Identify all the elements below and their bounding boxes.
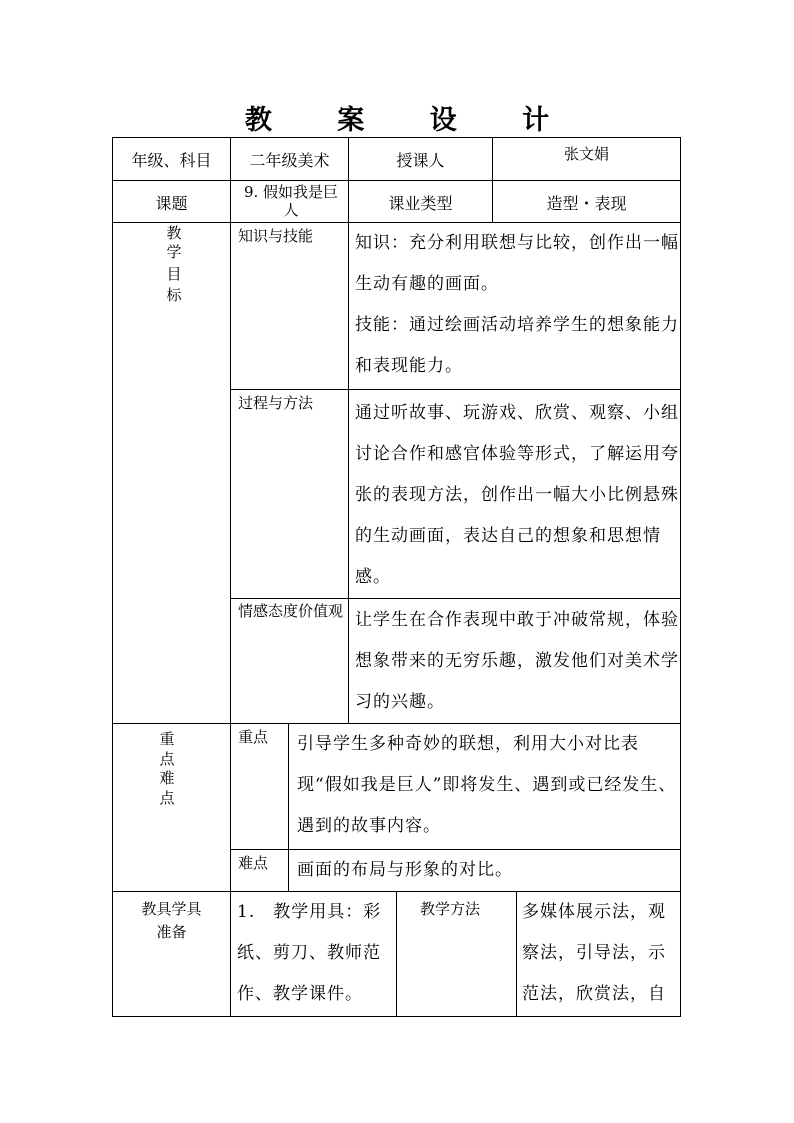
emotion-text: 让学生在合作表现中敢于冲破常规，体验想象带来的无穷乐趣，激发他们对美术学习的兴趣。 (355, 610, 679, 712)
objectives-label-char: 教 (166, 224, 182, 242)
lesson-type-value: 造型・表现 (546, 194, 627, 213)
process-method-label: 过程与方法 (238, 394, 314, 412)
knowledge-text: 知识：充分利用联想与比较，创作出一幅生动有趣的画面。 (355, 233, 679, 294)
teaching-tools-text: 1. 教学用具：彩纸、剪刀、教师范作、教学课件。 (237, 902, 382, 1004)
keypoints-label-char: 点 (159, 750, 175, 768)
grade-subject-value: 二年级美术 (249, 151, 330, 170)
teaching-method-label: 教学方法 (420, 900, 481, 918)
page-title: 教 案 设 计 (244, 105, 578, 136)
difficult-point-label: 难点 (238, 854, 269, 872)
objectives-label-char: 标 (166, 286, 182, 304)
teacher-label: 授课人 (396, 151, 445, 170)
skill-text: 技能：通过绘画活动培养学生的想象能力和表现能力。 (355, 315, 679, 376)
knowledge-skills-label: 知识与技能 (238, 227, 314, 245)
key-point-text: 引导学生多种奇妙的联想，利用大小对比表现“假如我是巨人”即将发生、遇到或已经发生、遇到的故事内容。 (297, 734, 677, 836)
objectives-label-char: 学 (166, 243, 182, 261)
teacher-value: 张文娟 (563, 145, 609, 163)
difficult-point-text: 画面的布局与形象的对比。 (297, 860, 513, 880)
emotion-values-label: 情感态度价值观 (238, 602, 344, 620)
tools-prep-label-line: 准备 (156, 923, 187, 941)
lesson-type-label: 课业类型 (388, 194, 453, 213)
topic-value: 9. 假如我是巨人 (243, 183, 339, 219)
objectives-label-char: 目 (166, 265, 182, 283)
grade-subject-label: 年级、科目 (131, 151, 212, 170)
process-text: 通过听故事、玩游戏、欣赏、观察、小组讨论合作和感官体验等形式，了解运用夸张的表现方法，创作出一幅大小比例悬殊的生动画面，表达自己的想象和思想情感。 (355, 403, 679, 587)
keypoints-label-char: 点 (159, 789, 175, 807)
tools-prep-label-line: 教具学具 (141, 900, 202, 918)
teaching-method-text: 多媒体展示法，观察法，引导法，示范法，欣赏法，自 (522, 902, 666, 1004)
topic-label: 课题 (155, 194, 188, 213)
keypoints-label-char: 难 (159, 769, 175, 787)
key-point-label: 重点 (238, 728, 269, 746)
tools-prep-label (113, 898, 230, 944)
keypoints-label-char: 重 (159, 730, 175, 748)
